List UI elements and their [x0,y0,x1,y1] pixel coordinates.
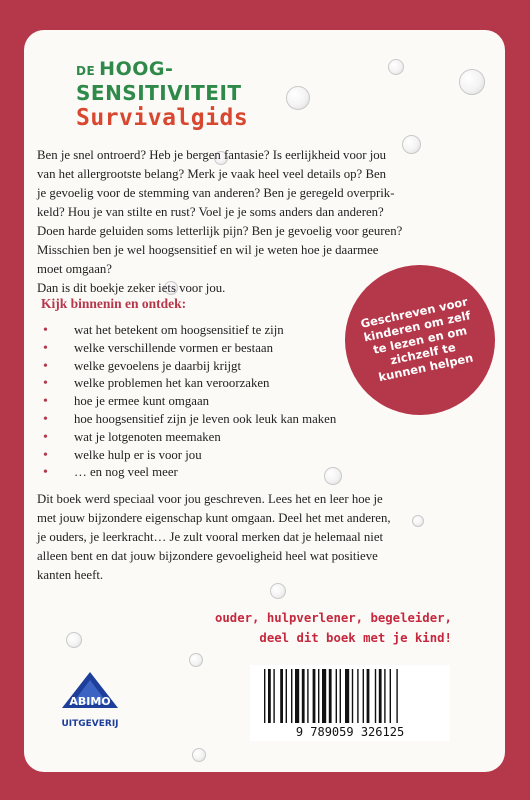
barcode-bar [375,669,376,723]
intro-line: Dan is dit boekje zeker iets voor jou. [37,281,226,295]
list-item: • … en nog veel meer [37,464,336,482]
description-paragraph [37,490,445,585]
description-line: Dit boek werd speciaal voor jou geschreven. Lees het en leer hoe je [37,492,383,506]
cta-line: ouder, hulpverlener, begeleider, [215,611,452,625]
title-de: DE [76,64,96,78]
barcode-bar [357,669,358,723]
intro-line: je gevoelig voor de stemming van anderen? Ben je geregeld overprik- [37,186,395,200]
bubble-decoration [270,583,286,599]
description-line: kanten heeft. [37,568,104,582]
list-item: • welke hulp er is voor jou [37,447,336,465]
bubble-decoration [66,632,82,648]
barcode-bar [273,669,274,723]
publisher-name: ABIMO [69,695,111,708]
barcode-bar [367,669,370,723]
bubble-decoration [388,59,404,75]
barcode-bar [379,669,382,723]
barcode-bar [318,669,319,723]
description-line: met jouw bijzondere eigenschap kunt omgaan. Deel het met anderen, [37,511,391,525]
barcode-bars [264,669,398,723]
description-line: alleen bent en dat jouw bijzondere gevoeligheid heel wat positieve [37,549,378,563]
list-item: • welke verschillende vormen er bestaan [37,340,336,358]
barcode-bar [363,669,364,723]
cta-line: deel dit boek met je kind! [259,631,452,645]
barcode-bar [268,669,271,723]
barcode-bar [313,669,316,723]
intro-line: keld? Hou je van stilte en rust? Voel je je soms anders dan anderen? [37,205,384,219]
bubble-decoration [189,653,203,667]
barcode-bar [329,669,332,723]
intro-line: Ben je snel ontroerd? Heb je bergen fantasie? Is eerlijkheid voor jou [37,148,387,162]
title-line3: Survivalgids [76,105,249,131]
list-item: • wat je lotgenoten meemaken [37,429,336,447]
barcode-bar [396,669,397,723]
parent-call-to-action [215,608,452,648]
bubble-decoration [192,748,206,762]
list-item: • hoe je ermee kunt omgaan [37,393,336,411]
title-line1: HOOG- [99,58,174,80]
barcode-bar [345,669,349,723]
publisher-subtitle: UITGEVERIJ [61,719,119,729]
description-line: je ouders, je leerkracht… Je zult vooral merken dat je helemaal niet [37,530,384,544]
barcode-bar [302,669,305,723]
barcode-bar [340,669,341,723]
barcode-bar [322,669,326,723]
intro-line: moet omgaan? [37,262,112,276]
audience-badge-text: Geschreven voor kinderen om zelf te lezen en om zichzelf te kunnen helpen [359,294,475,385]
publisher-logo [50,670,130,732]
isbn-barcode [250,665,450,741]
list-item: • welke gevoelens je daarbij krijgt [37,358,336,376]
list-item: • wat het betekent om hoogsensitief te zijn [37,322,336,340]
barcode-bar [264,669,265,723]
barcode-bar [291,669,292,723]
title-line2: SENSITIVITEIT [76,81,242,105]
barcode-bar [286,669,287,723]
barcode-bar [307,669,308,723]
isbn-number: 9 789059 326125 [295,725,405,739]
bubble-decoration [459,69,485,95]
list-item: • hoe hoogsensitief zijn je leven ook leuk kan maken [37,411,336,429]
list-item: • welke problemen het kan veroorzaken [37,375,336,393]
book-title [76,58,248,132]
intro-line: van het allergrootste belang? Merk je vaak heel veel details op? Ben [37,167,387,181]
barcode-bar [336,669,337,723]
barcode-bar [280,669,283,723]
barcode-bar [390,669,391,723]
barcode-bar [384,669,385,723]
intro-line: Misschien ben je wel hoogsensitief en wil je weten hoe je daarmee [37,243,379,257]
bubble-decoration [286,86,310,110]
intro-line: Doen harde geluiden soms letterlijk pijn? Ben je gevoelig voor geuren? [37,224,403,238]
barcode-bar [352,669,353,723]
barcode-bar [295,669,299,723]
list-heading: Kijk binnenin en ontdek: [41,296,187,311]
feature-list [37,322,336,482]
